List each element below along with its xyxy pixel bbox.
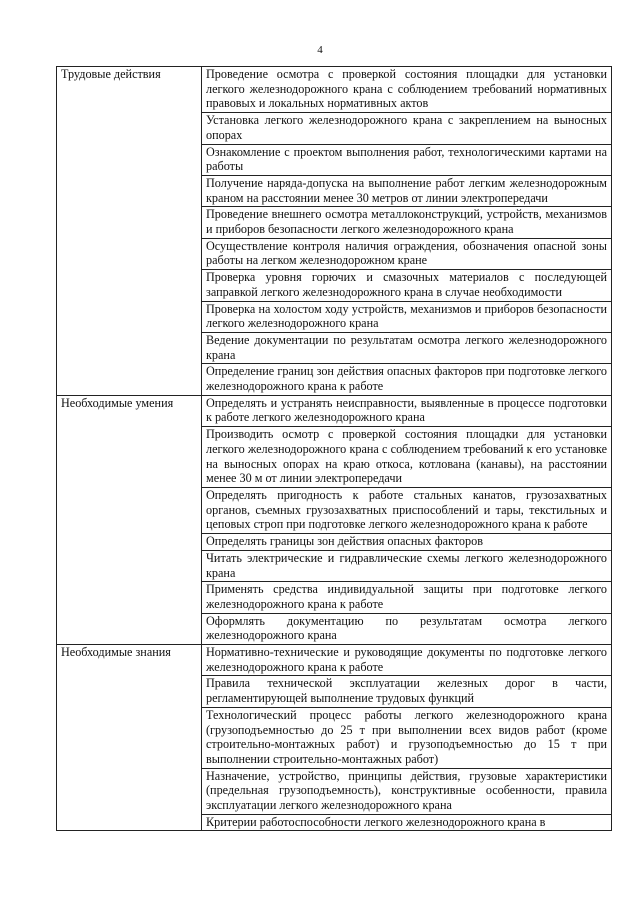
requirement-text: Критерии работоспособности легкого железнодорожного крана в [202, 814, 612, 831]
requirement-text: Оформлять документацию по результатам осмотра легкого железнодорожного крана [202, 613, 612, 644]
requirement-text: Читать электрические и гидравлические схемы легкого железнодорожного крана [202, 550, 612, 581]
qualification-table [56, 66, 612, 831]
requirement-text: Определять границы зон действия опасных факторов [202, 534, 612, 551]
requirement-text: Нормативно-технические и руководящие документы по подготовке легкого железнодорожного крана к работе [202, 645, 612, 676]
requirement-text: Проведение осмотра с проверкой состояния площадки для установки легкого железнодорожного крана с соблюдением требований нормативных правовых и локальных нормативных актов [202, 67, 612, 113]
requirement-text: Проверка на холостом ходу устройств, механизмов и приборов безопасности легкого железнодорожного крана [202, 301, 612, 332]
requirement-text: Ведение документации по результатам осмотра легкого железнодорожного крана [202, 332, 612, 363]
requirement-text: Установка легкого железнодорожного крана с закреплением на выносных опорах [202, 113, 612, 144]
requirement-text: Осуществление контроля наличия ограждения, обозначения опасной зоны работы на легком железнодорожном кране [202, 238, 612, 269]
requirement-text: Технологический процесс работы легкого железнодорожного крана (грузоподъемностью до 25 т при выполнении всех видов работ (кроме строительно-монтажных работ) и грузоподъемностью до 15 т при выполнении строительно-монтажных работ) [202, 707, 612, 768]
table-row [57, 67, 612, 113]
table-row [57, 395, 612, 426]
requirement-text: Назначение, устройство, принципы действия, грузовые характеристики (предельная грузоподъемность), конструктивные особенности, правила эксплуатации легкого железнодорожного крана [202, 768, 612, 814]
section-label: Необходимые умения [57, 395, 202, 644]
requirement-text: Определять и устранять неисправности, выявленные в процессе подготовки к работе легкого железнодорожного крана [202, 395, 612, 426]
requirement-text: Определение границ зон действия опасных факторов при подготовке легкого железнодорожного крана к работе [202, 364, 612, 395]
requirement-text: Проверка уровня горючих и смазочных материалов с последующей заправкой легкого железнодорожного крана в случае необходимости [202, 270, 612, 301]
requirement-text: Получение наряда-допуска на выполнение работ легким железнодорожным краном на расстоянии менее 30 метров от линии электропередачи [202, 175, 612, 206]
page-number: 4 [317, 44, 323, 56]
section-label: Необходимые знания [57, 645, 202, 831]
requirement-text: Правила технической эксплуатации железных дорог в части, регламентирующей выполнение трудовых функций [202, 676, 612, 707]
requirement-text: Проведение внешнего осмотра металлоконструкций, устройств, механизмов и приборов безопасности легкого железнодорожного крана [202, 207, 612, 238]
requirement-text: Ознакомление с проектом выполнения работ, технологическими картами на работы [202, 144, 612, 175]
section-label: Трудовые действия [57, 67, 202, 396]
requirement-text: Производить осмотр с проверкой состояния площадки для установки легкого железнодорожного крана с соблюдением требований к его установке на выносных опорах на краю откоса, котлована (канавы), на расстоянии менее 30 м от линии электропередачи [202, 427, 612, 488]
table-row [57, 645, 612, 676]
requirement-text: Применять средства индивидуальной защиты при подготовке легкого железнодорожного крана к работе [202, 582, 612, 613]
requirement-text: Определять пригодность к работе стальных канатов, грузозахватных органов, съемных грузозахватных приспособлений и тары, текстильных и цеповых строп при подготовке легкого железнодорожного крана к работе [202, 487, 612, 533]
